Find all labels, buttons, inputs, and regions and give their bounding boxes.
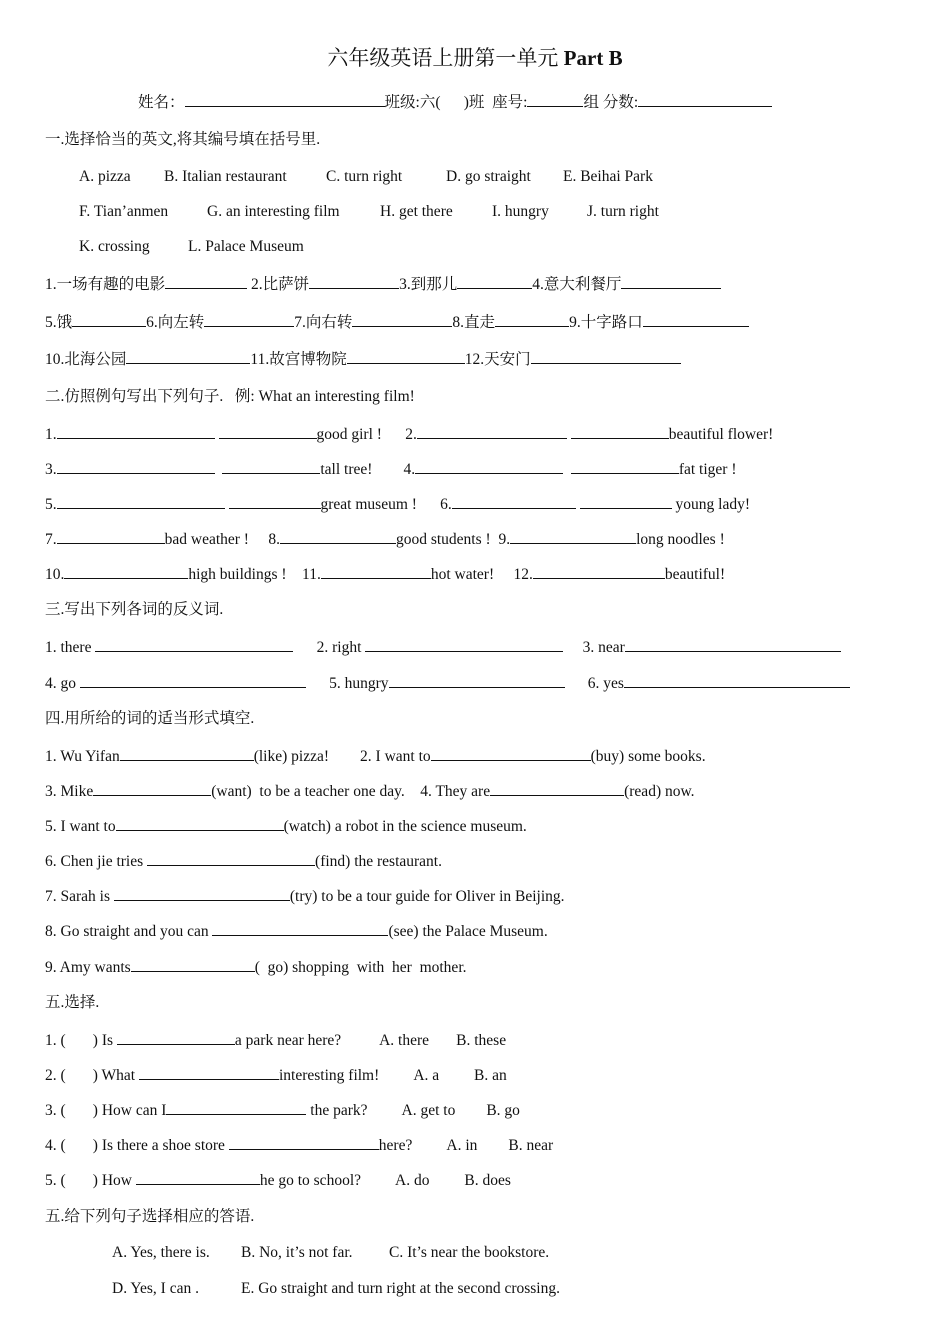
- answer-blank[interactable]: [204, 312, 294, 327]
- question-row: 2. ( ) What interesting film! A. a B. an: [45, 1067, 507, 1084]
- answer-blank[interactable]: [580, 494, 672, 509]
- answer-blank[interactable]: [457, 274, 532, 289]
- question-row: 5. great museum ! 6. young lady!: [45, 496, 751, 513]
- answer-blank[interactable]: [57, 459, 215, 474]
- answer-blank[interactable]: [93, 781, 211, 796]
- option: C. It’s near the bookstore.: [389, 1244, 550, 1261]
- option: E. Go straight and turn right at the second crossing.: [241, 1280, 560, 1297]
- name-blank[interactable]: [185, 92, 385, 107]
- option: E. Beihai Park: [563, 168, 653, 185]
- option: D. Yes, I can .: [112, 1280, 199, 1297]
- option: A. pizza: [79, 168, 131, 185]
- answer-blank[interactable]: [643, 312, 749, 327]
- option: B. No, it’s not far.: [241, 1244, 353, 1261]
- answer-blank[interactable]: [352, 312, 452, 327]
- answer-blank[interactable]: [126, 349, 250, 364]
- question-row: 5.饿 6.向左转 7.向右转 8.直走 9.十字路口: [45, 312, 749, 333]
- answer-blank[interactable]: [431, 746, 591, 761]
- question-row: 5. I want to (watch) a robot in the science museum.: [45, 818, 527, 835]
- section-6-heading: 五.给下列句子选择相应的答语.: [45, 1208, 255, 1225]
- question-row: 9. Amy wants ( go) shopping with her mother.: [45, 959, 467, 976]
- question-row: 10. high buildings ! 11. hot water! 12. beautiful!: [45, 566, 726, 583]
- student-info-line: [138, 92, 772, 113]
- answer-blank[interactable]: [165, 274, 247, 289]
- answer-blank[interactable]: [417, 424, 567, 439]
- answer-blank[interactable]: [116, 816, 284, 831]
- answer-blank[interactable]: [490, 781, 624, 796]
- option: I. hungry: [492, 203, 549, 220]
- answer-blank[interactable]: [114, 886, 290, 901]
- answer-blank[interactable]: [136, 1170, 260, 1185]
- section-4-heading: 四.用所给的词的适当形式填空.: [45, 710, 255, 727]
- option: A. Yes, there is.: [112, 1244, 210, 1261]
- question-row: 1. Wu Yifan (like) pizza! 2. I want to (buy) some books.: [45, 748, 706, 765]
- answer-blank[interactable]: [452, 494, 576, 509]
- question-row: 10.北海公园 11.故宫博物院 12.天安门: [45, 349, 681, 370]
- answer-blank[interactable]: [347, 349, 465, 364]
- question-row: 1. ( ) Is a park near here? A. there B. these: [45, 1032, 507, 1049]
- answer-blank[interactable]: [222, 459, 320, 474]
- answer-blank[interactable]: [415, 459, 563, 474]
- answer-blank[interactable]: [625, 637, 841, 652]
- answer-blank[interactable]: [117, 1030, 235, 1045]
- answer-blank[interactable]: [166, 1100, 306, 1115]
- question-row: 1.一场有趣的电影 2.比萨饼 3.到那儿 4.意大利餐厅: [45, 274, 721, 295]
- answer-blank[interactable]: [80, 673, 306, 688]
- section-2-heading: 二.仿照例句写出下列句子. 例: What an interesting film!: [45, 388, 415, 405]
- section-3-heading: 三.写出下列各词的反义词.: [45, 601, 224, 618]
- option: J. turn right: [587, 203, 659, 220]
- option: F. Tian’anmen: [79, 203, 169, 220]
- answer-blank[interactable]: [571, 424, 669, 439]
- question-row: 3. tall tree! 4. fat tiger !: [45, 461, 737, 478]
- question-row: 1. good girl ! 2. beautiful flower!: [45, 426, 774, 443]
- question-row: 7. Sarah is (try) to be a tour guide for Oliver in Beijing.: [45, 888, 565, 905]
- seat-blank[interactable]: [527, 92, 583, 107]
- score-blank[interactable]: [638, 92, 772, 107]
- page-title: 六年级英语上册第一单元 Part B: [327, 46, 623, 70]
- answer-blank[interactable]: [229, 494, 321, 509]
- question-row: 5. ( ) How he go to school? A. do B. does: [45, 1172, 511, 1189]
- answer-blank[interactable]: [309, 274, 399, 289]
- answer-blank[interactable]: [131, 957, 255, 972]
- question-row: 7. bad weather ! 8. good students ! 9. long noodles !: [45, 531, 725, 548]
- answer-blank[interactable]: [72, 312, 146, 327]
- class-label: 班级:六( )班 座号:: [384, 94, 528, 111]
- option: K. crossing: [79, 238, 150, 255]
- answer-blank[interactable]: [57, 529, 165, 544]
- answer-blank[interactable]: [229, 1135, 379, 1150]
- answer-blank[interactable]: [95, 637, 293, 652]
- answer-blank[interactable]: [495, 312, 569, 327]
- answer-blank[interactable]: [64, 564, 188, 579]
- option: L. Palace Museum: [188, 238, 304, 255]
- answer-blank[interactable]: [321, 564, 431, 579]
- answer-blank[interactable]: [280, 529, 396, 544]
- answer-blank[interactable]: [219, 424, 317, 439]
- answer-blank[interactable]: [533, 564, 665, 579]
- option: H. get there: [380, 203, 453, 220]
- question-row: 3. ( ) How can I the park? A. get to B. go: [45, 1102, 520, 1119]
- answer-blank[interactable]: [510, 529, 636, 544]
- name-label: 姓名：: [138, 94, 185, 111]
- answer-blank[interactable]: [389, 673, 565, 688]
- question-row: 8. Go straight and you can (see) the Palace Museum.: [45, 923, 548, 940]
- question-row: 4. ( ) Is there a shoe store here? A. in B. near: [45, 1137, 554, 1154]
- section-5-heading: 五.选择.: [45, 994, 100, 1011]
- option: D. go straight: [446, 168, 531, 185]
- question-row: 6. Chen jie tries (find) the restaurant.: [45, 853, 442, 870]
- answer-blank[interactable]: [365, 637, 563, 652]
- answer-blank[interactable]: [212, 921, 388, 936]
- answer-blank[interactable]: [531, 349, 681, 364]
- answer-blank[interactable]: [120, 746, 254, 761]
- answer-blank[interactable]: [621, 274, 721, 289]
- question-row: 3. Mike (want) to be a teacher one day. 4. They are (read) now.: [45, 783, 695, 800]
- option: G. an interesting film: [207, 203, 340, 220]
- answer-blank[interactable]: [57, 424, 215, 439]
- section-1-heading: 一.选择恰当的英文,将其编号填在括号里.: [45, 131, 321, 148]
- answer-blank[interactable]: [139, 1065, 279, 1080]
- option: B. Italian restaurant: [164, 168, 287, 185]
- answer-blank[interactable]: [624, 673, 850, 688]
- option: C. turn right: [326, 168, 403, 185]
- question-row: 1. there 2. right 3. near: [45, 637, 841, 658]
- answer-blank[interactable]: [147, 851, 315, 866]
- answer-blank[interactable]: [57, 494, 225, 509]
- group-label: 组 分数:: [583, 94, 639, 111]
- answer-blank[interactable]: [571, 459, 679, 474]
- question-row: 4. go 5. hungry 6. yes: [45, 673, 850, 694]
